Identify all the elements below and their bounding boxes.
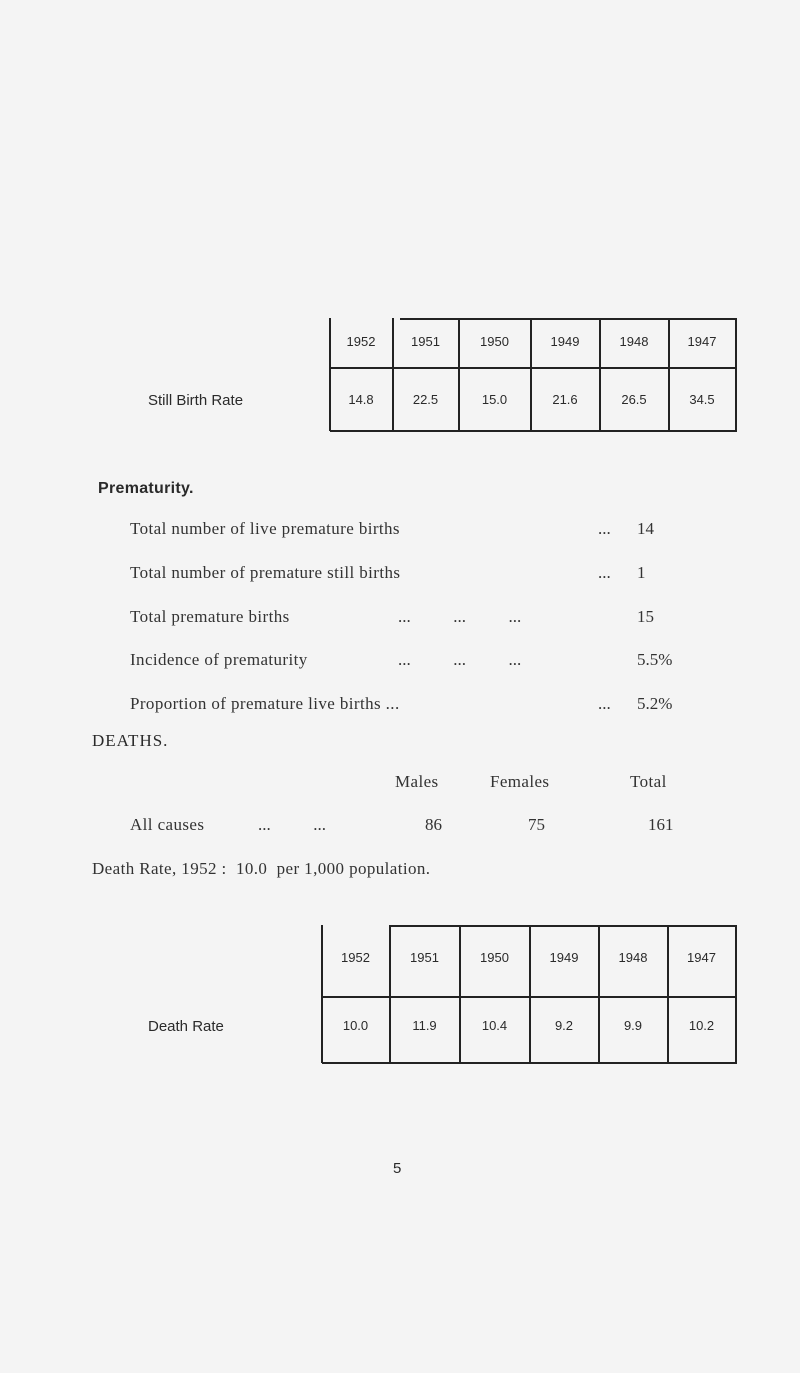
deaths-col-females: Females: [490, 772, 550, 791]
page-number: 5: [393, 1160, 402, 1177]
table-header-cell: 1947: [687, 950, 716, 965]
table-rule: [321, 925, 323, 1063]
prematurity-row-label: Proportion of premature live births ...: [130, 694, 400, 713]
table-header-cell: 1950: [480, 334, 509, 349]
table-rule: [389, 925, 391, 1063]
prematurity-row-value: 15: [637, 607, 654, 626]
table-header-cell: 1950: [480, 950, 509, 965]
table-header-cell: 1948: [618, 950, 648, 965]
death-rate-line: Death Rate, 1952 : 10.0 per 1,000 population.: [92, 859, 431, 878]
table-cell: 9.9: [623, 1018, 643, 1033]
table-rule: [735, 925, 737, 1063]
prematurity-row-label: Incidence of prematurity: [130, 650, 308, 669]
deaths-heading: DEATHS.: [92, 731, 169, 750]
prematurity-row-value: 5.2%: [637, 694, 673, 713]
table-cell: 10.4: [481, 1018, 508, 1033]
table-header-cell: 1952: [346, 334, 376, 349]
leader-dots: ... ...: [258, 815, 326, 834]
table-cell: 34.5: [689, 392, 715, 407]
table-rule: [529, 925, 531, 1063]
prematurity-heading: Prematurity.: [98, 480, 194, 497]
leader-dots: ... ... ...: [398, 650, 522, 669]
prematurity-row-label: Total number of premature still births: [130, 563, 401, 582]
table-header-cell: 1947: [687, 334, 717, 349]
table-cell: 11.9: [412, 1018, 437, 1033]
table-cell: 22.5: [412, 392, 439, 407]
table-rule: [735, 318, 737, 431]
table-header-cell: 1949: [550, 334, 580, 349]
table-cell: 15.0: [481, 392, 508, 407]
table-header-cell: 1949: [549, 950, 579, 965]
table-cell: 21.6: [552, 392, 578, 407]
table-rule: [400, 318, 735, 320]
table-cell: 9.2: [554, 1018, 574, 1033]
prematurity-row-value: 5.5%: [637, 650, 673, 669]
prematurity-row-label: Total number of live premature births: [130, 519, 400, 538]
deaths-col-males: Males: [395, 772, 439, 791]
table-cell: 10.2: [688, 1018, 715, 1033]
table-rule: [459, 925, 461, 1063]
deaths-row-label: All causes: [130, 815, 205, 834]
deaths-total-value: 161: [648, 815, 674, 834]
table-cell: 10.0: [342, 1018, 369, 1033]
prematurity-row-value: 1: [637, 563, 646, 582]
table-header-cell: 1951: [411, 334, 440, 349]
leader-dots: ...: [598, 694, 611, 713]
table-rule: [598, 925, 600, 1063]
leader-dots: ...: [598, 519, 611, 538]
prematurity-row-value: 14: [637, 519, 654, 538]
death-rate-label: Death Rate: [148, 1018, 224, 1035]
deaths-col-total: Total: [630, 772, 667, 791]
leader-dots: ...: [598, 563, 611, 582]
table-header-cell: 1951: [410, 950, 439, 965]
table-rule: [667, 925, 669, 1063]
leader-dots: ... ... ...: [398, 607, 522, 626]
table-cell: 26.5: [621, 392, 647, 407]
still-birth-label: Still Birth Rate: [148, 392, 244, 409]
deaths-males-value: 86: [425, 815, 442, 834]
deaths-females-value: 75: [528, 815, 545, 834]
prematurity-row-label: Total premature births: [130, 607, 290, 626]
table-cell: 14.8: [348, 392, 374, 407]
table-rule: [390, 925, 735, 927]
table-header-cell: 1948: [619, 334, 649, 349]
table-header-cell: 1952: [341, 950, 370, 965]
